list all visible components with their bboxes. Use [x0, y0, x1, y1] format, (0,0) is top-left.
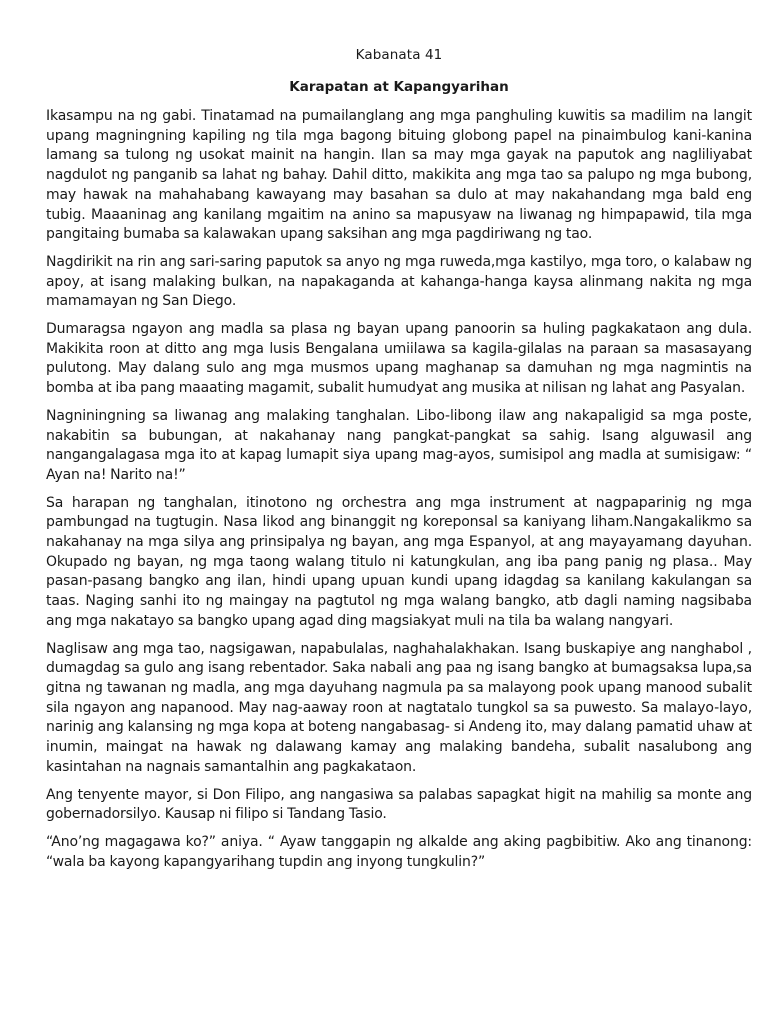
paragraph-8: “Ano’ng magagawa ko?” aniya. “ Ayaw tanggapin ng alkalde ang aking pagbibitiw. Ako ang tinanong: “wala ba kayong kapangyarihang tupdin ang inyong tungkulin?”: [46, 833, 752, 870]
document-page: [46, 46, 752, 880]
paragraph-3: Dumaragsa ngayon ang madla sa plasa ng bayan upang panoorin sa huling pagkakataon ang dula. Makikita roon at ditto ang mga lusis Bengalana umiilawa sa kagila-gilalas na paraan sa masasayang pulutong. May dalang sulo ang mga musmos upang maghanap sa damuhan ng mga nagmintis na bomba at iba pang maaating magamit, subalit humudyat ang musika at nilisan ng lahat ang Pasyalan.: [46, 321, 752, 397]
chapter-number: Kabanata 41: [355, 47, 443, 63]
paragraph-4: Nagniningning sa liwanag ang malaking tanghalan. Libo-libong ilaw ang nakapaligid sa mga poste, nakabitin sa bubungan, at nakahanay nang pangkat-pangkat sa sahig. Isang alguwasil ang nangangalagasa mga ito at kapag lumapit siya upang mag-ayos, sumisipol ang madla at sumisigaw: “ Ayan na! Narito na!”: [46, 407, 752, 483]
chapter-title: Karapatan at Kapangyarihan: [289, 79, 509, 95]
paragraph-1: Ikasampu na ng gabi. Tinatamad na pumailanglang ang mga panghuling kuwitis sa madilim na langit upang magningning kapiling ng tila mga bagong bituing globong papel na pinaimbulog kani-kanina lamang sa tulong ng usokat mainit na hangin. Ilan sa may mga gayak na paputok ang nagliliyabat nagdulot ng panganib sa lahat ng bahay. Dahil ditto, makikita ang mga tao sa palupo ng mga bubong, may hawak na mahahabang kawayang may basahan sa dulo at may nakahandang mga bald eng tubig. Maaaninag ang kanilang mgaitim na anino sa mapusyaw na liwanag ng himpapawid, tila mga pangitaing bumaba sa kalawakan upang saksihan ang mga pagdiriwang ng tao.: [46, 108, 752, 243]
paragraph-5: Sa harapan ng tanghalan, itinotono ng orchestra ang mga instrument at nagpaparinig ng mga pambungad na tugtugin. Nasa likod ang binanggit ng koreponsal sa kaniyang liham.Nangakalikmo sa nakahanay na mga silya ang prinsipalya ng bayan, ang mga Espanyol, at ang mayayamang dayuhan. Okupado ng bayan, ng mga taong walang titulo ni katungkulan, ang iba pang panig ng plasa.. May pasan-pasang bangko ang ilan, hindi upang upuan kundi upang idagdag sa kanilang kakulangan sa taas. Naging sanhi ito ng maingay na pagtutol ng mga walang bangko, atb dagli naming nagsibaba ang mga nakatayo sa bangko upang agad ding magsiakyat muli na tila ba walang nangyari.: [46, 494, 752, 629]
paragraph-7: Ang tenyente mayor, si Don Filipo, ang nangasiwa sa palabas sapagkat higit na mahilig sa monte ang gobernadorsilyo. Kausap ni filipo si Tandang Tasio.: [46, 786, 752, 823]
paragraph-2: Nagdirikit na rin ang sari-saring paputok sa anyo ng mga ruweda,mga kastilyo, mga toro, o kalabaw ng apoy, at isang malaking bulkan, na napakaganda at kahanga-hanga kaysa alinmang nakita ng mga mamamayan ng San Diego.: [46, 253, 752, 310]
paragraph-6: Naglisaw ang mga tao, nagsigawan, napabulalas, naghahalakhakan. Isang buskapiye ang nanghabol , dumagdag sa gulo ang isang rebentador. Saka nabali ang paa ng isang bangko at bumagsaksa lupa,sa gitna ng tawanan ng madla, ang mga dayuhang nagmula pa sa malayong pook upang manood subalit sila ngayon ang napanood. May nag-aaway roon at nagtatalo tungkol sa sa puwesto. Sa malayo-layo, narinig ang kalansing ng mga kopa at boteng nangabasag- si Andeng ito, may dalang pamatid uhaw at inumin, maingat na hawak ng dalawang kamay ang malaking bandeha, subalit nasalubong ang kasintahan na nagnais samantalhin ang pagkakataon.: [46, 640, 752, 775]
